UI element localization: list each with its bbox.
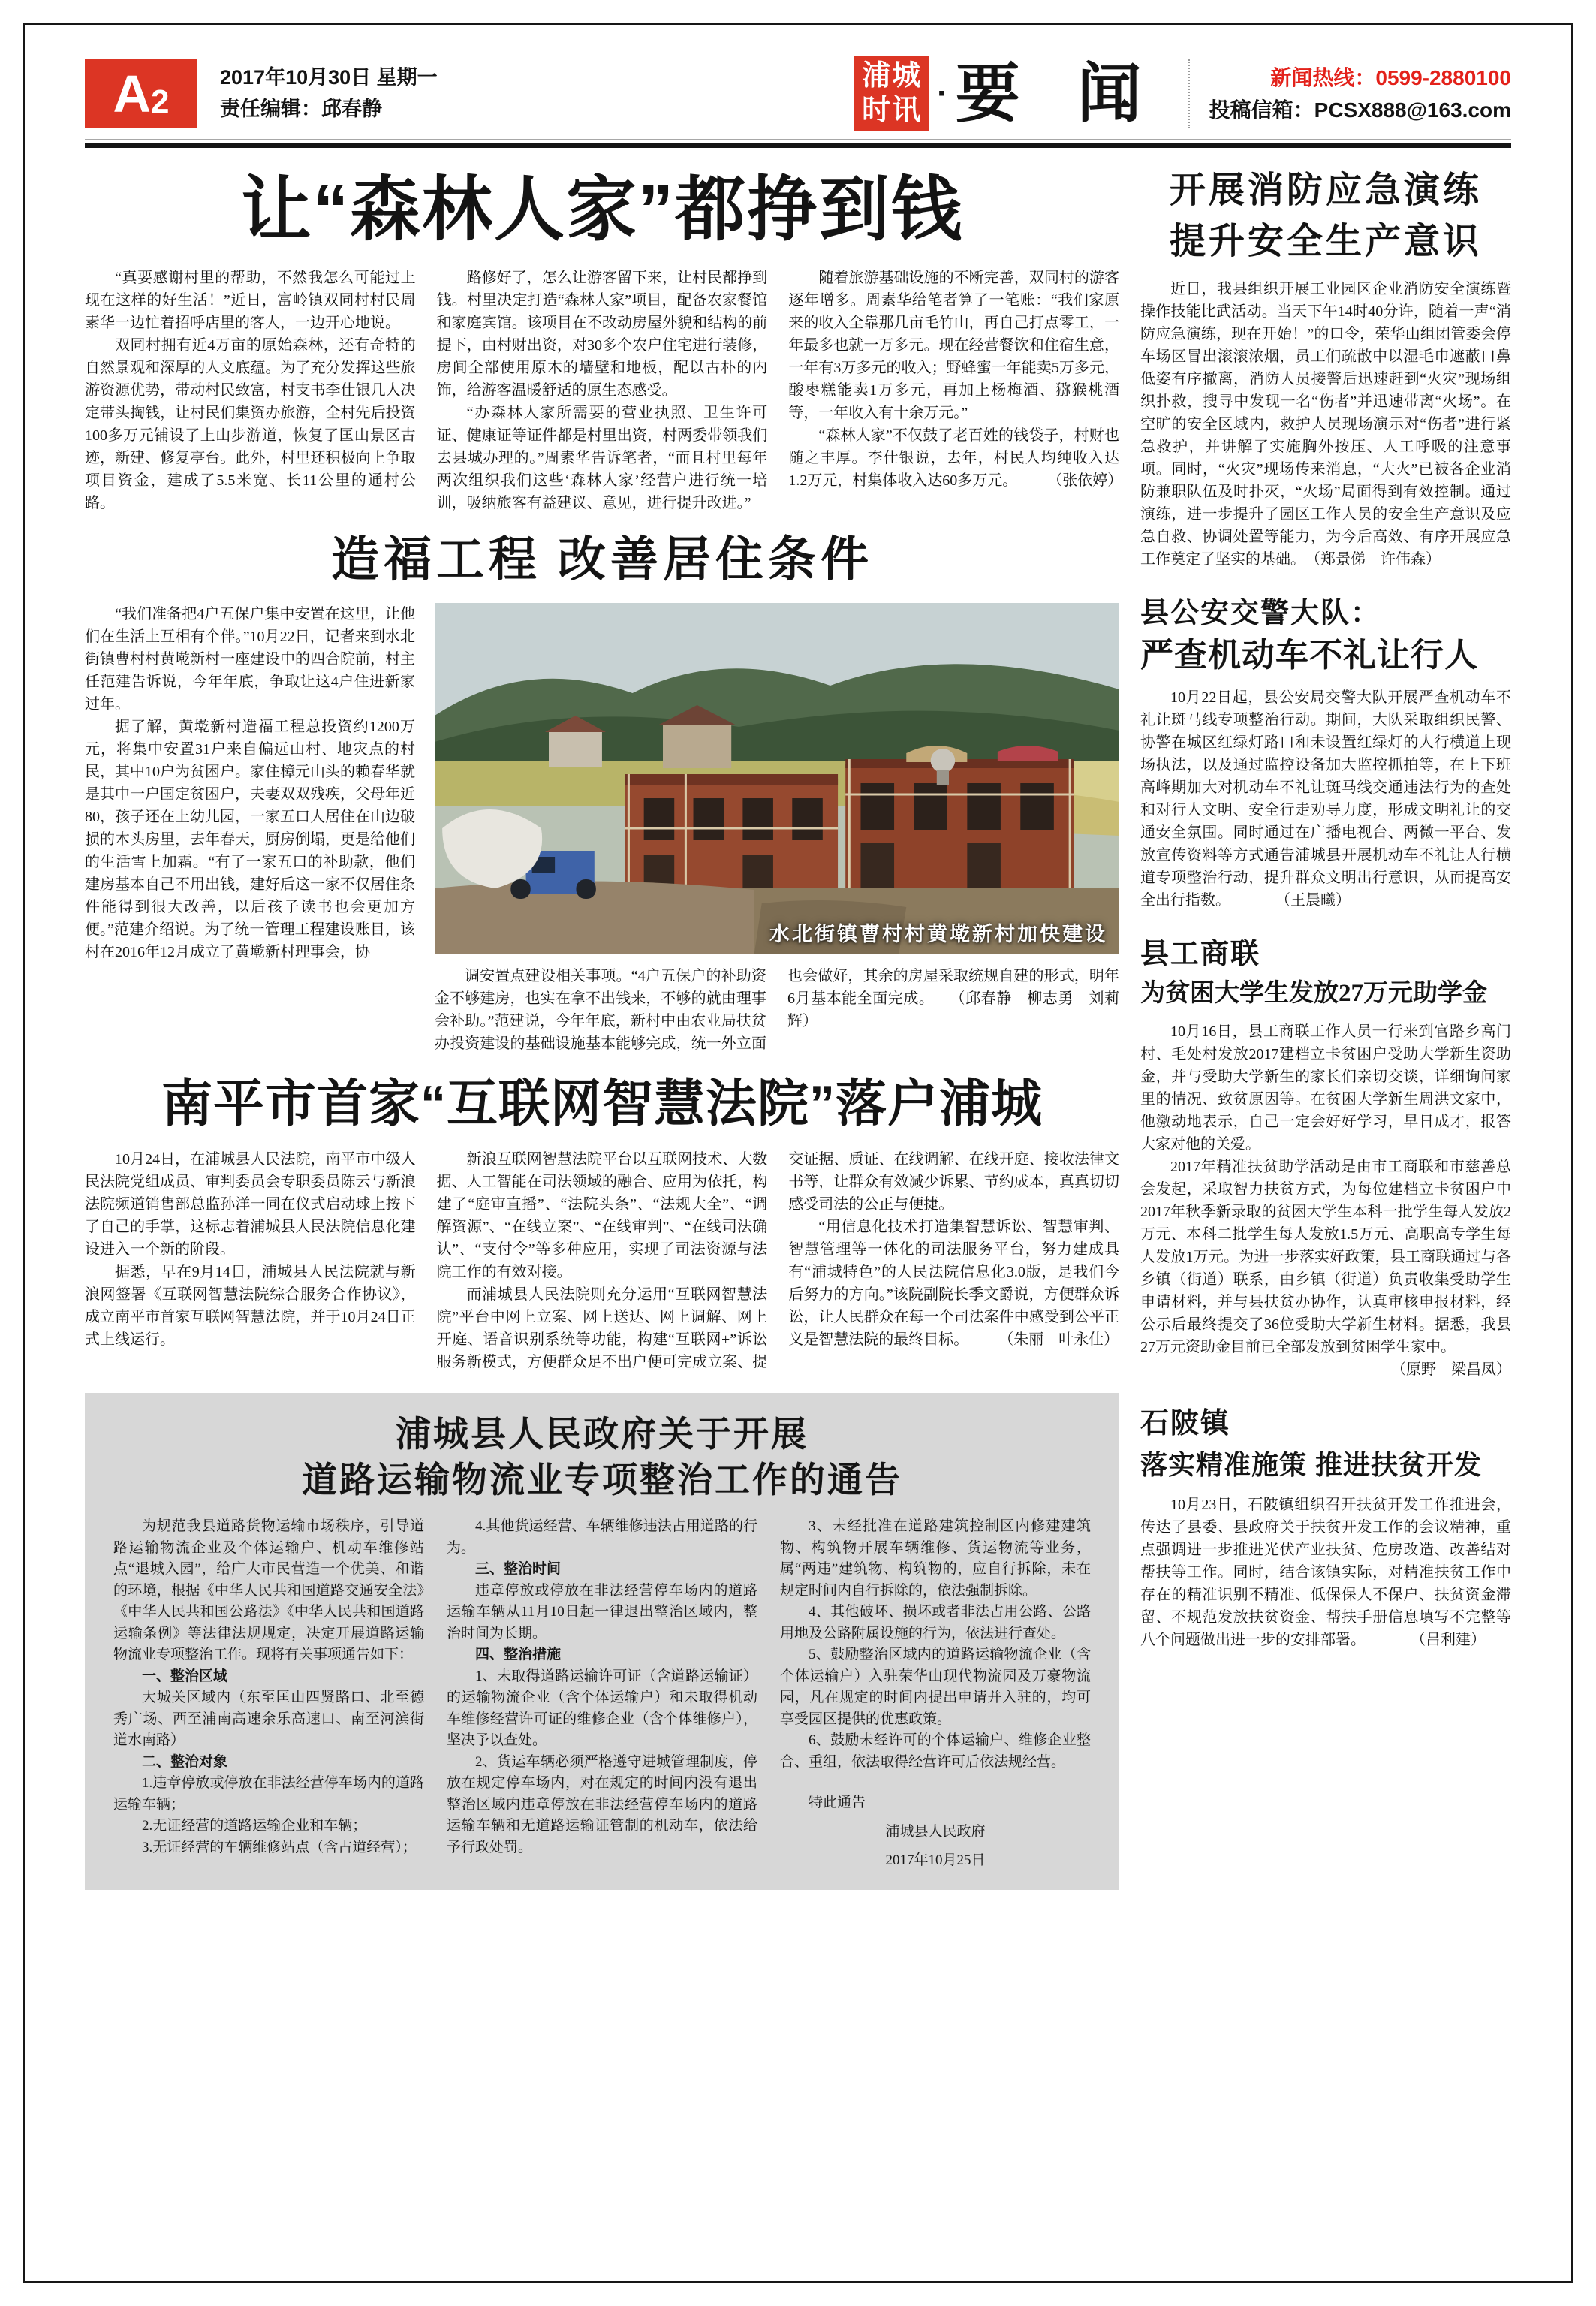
notice-paragraph: 4、其他破坏、损坏或者非法占用公路、公路用地及公路附属设施的行为，依法进行查处。 — [780, 1604, 1091, 1641]
edition-letter: A — [113, 65, 152, 123]
construction-photo — [435, 603, 1119, 954]
article-paragraph: 10月23日，石陂镇组织召开扶贫开发工作推进会，传达了县委、县政府关于扶贫开发工作的会议精神，重点强调进一步推进光伏产业扶贫、危房改造、改善结对帮扶等工作。同时，结合该镇实际，对精准扶贫工作中存在的精准识别不精准、低保保人不保户、扶贫资金滞留、不规范发放扶贫资金、帮扶手册信息填写不完整等八个问题做出进一步的安排部署。 （吕利建） — [1140, 1496, 1511, 1648]
article-paragraph: 近日，我县组织开展工业园区企业消防安全演练暨操作技能比武活动。当天下午14时40分许，随着一声“消防应急演练，现在开始！”的口令，荣华山组团管委会停车场区冒出滚滚浓烟，员工们疏散中以湿毛巾遮蔽口鼻低姿有序撤离，消防人员接警后迅速赶到“火灾”现场组织扑救，搜寻中发现一名“伤者”并迅速带离“火场”。在空旷的安全区域内，救护人员现场演示对“伤者”进行紧急救护，并讲解了实施胸外按压、人工呼吸的注意事项。同时，“火灾”现场传来消息，“大火”已被各企业消防兼职队伍及时扑灭，“火场”局面得到有效控制。通过演练，进一步提升了园区工作人员的安全生产意识及应急自救、协调处置等能力，为今后高效、有序开展应急工作奠定了坚实的基础。 （郑景俤 许伟森） — [1140, 280, 1511, 568]
page-header — [85, 55, 1511, 133]
photo-caption: 水北街镇曹村村黄墘新村加快建设 — [769, 922, 1107, 945]
article-paragraph: 据了解，黄墘新村造福工程总投资约1200万元，将集中安置31户来自偏远山村、地灾点的村民，其中10户为贫困户。家住樟元山头的赖春华就是其中一户国定贫困户，夫妻双双残疾，父母年近80，孩子还在上幼儿园，一家五口人居住在山边破损的木头房里，去年春天，厨房倒塌，更是给他们的生活雪上加霜。“有了一家五口的补助款，他们建房基本自己不用出钱，建好后这一家不仅居住条件能得到很大改善，以后孩子读书也会更加方便。”范建介绍说。为了统一管理工程建设账目，该村在2016年12月成立了黄墘新村理事会，协 — [85, 718, 415, 960]
article-paragraph: 而浦城县人民法院则充分运用“互联网智慧法院”平台中网上立案、网上送达、网上调解、网上开庭、语音识别系统等功能，构建“互联网+”诉讼服务新模式，方便群众足不出户便可完成立案、提交证据、质证、在线调解、在线开庭、接收法律文书等，让群众有效减少诉累、节约成本，真真切切感受司法的公正与便捷。 — [436, 1150, 1119, 1370]
article-paragraph: “真要感谢村里的帮助，不然我怎么可能过上现在这样的好生活！”近日，富岭镇双同村村民周素华一边忙着招呼店里的客人，一边开心地说。 — [85, 270, 416, 332]
notice-paragraph: 2017年10月25日 — [885, 1852, 986, 1869]
notice-paragraph: 6、鼓励未经许可的个体运输户、维修企业整合、重组，依法取得经营许可后依法规经营。 — [780, 1732, 1091, 1770]
article-paragraph: 新浪互联网智慧法院平台以互联网技术、大数据、人工智能在司法领域的融合、应用为依托，构建了“庭审直播”、“法院头条”、“法规大全”、“调解资源”、“在线立案”、“在线审判”、“在线司法确认”、“支付令”等多种应用，实现了司法资源与法院工作的有效对接。 — [436, 1150, 768, 1280]
notice-title-line2: 道路运输物流业专项整治工作的通告 — [302, 1460, 902, 1500]
notice-paragraph: 为规范我县道路货物运输市场秩序，引导道路运输物流企业及个体运输户、机动车维修站点“退城入园”，给广大市民营造一个优美、和谐的环境，根据《中华人民共和国道路交通安全法》《中华人民共和国公路法》《中华人民共和国道路运输条例》等法律法规规定，决定开展道路运输物流业专项整治工作。现将有关事项通告如下： — [113, 1518, 424, 1663]
main-articles-column — [85, 164, 1123, 1890]
submission-mailbox: 投稿信箱：PCSX888@163.com — [1209, 98, 1511, 122]
notice-paragraph: 2.无证经营的道路运输企业和车辆； — [142, 1818, 367, 1834]
notice-paragraph: 2、货运车辆必须严格遵守进城管理制度，停放在规定停车场内，对在规定的时间内没有退出整治区域内违章停放在非法经营停车场内的道路运输车辆和无道路运输证管制的机动车，依法给予行政处罚。 — [447, 1753, 757, 1855]
notice-paragraph: 违章停放或停放在非法经营停车场内的道路运输车辆从11月10日起一律退出整治区域内，整治时间为长期。 — [447, 1582, 757, 1641]
article-paragraph: 据悉，早在9月14日，浦城县人民法院就与新浪网签署《互联网智慧法院综合服务合作协议》，成立南平市首家互联网智慧法院，并于10月24日正式上线运行。 — [85, 1263, 416, 1348]
traffic-title: 严查机动车不礼让行人 — [1140, 637, 1478, 674]
masthead-logo — [854, 56, 929, 131]
header-rule-thick — [85, 143, 1511, 148]
notice-paragraph: 4.其他货运经营、车辆维修违法占用道路的行为。 — [447, 1518, 757, 1556]
article-fire-drill — [1140, 167, 1511, 571]
article-paragraph: 路修好了，怎么让游客留下来，让村民都挣到钱。村里决定打造“森林人家”项目，配备农家餐馆和家庭宾馆。该项目在不改动房屋外貌和结构的前提下，由村财出资，对30多个农户住宅进行装修，房间全部使用原木的墙壁和地板，配以古朴的内饰，给游客温暖舒适的原生态感受。 — [436, 270, 768, 399]
article-court-body — [85, 1148, 1119, 1373]
edition-number: 2 — [151, 83, 170, 120]
article-housing — [85, 532, 1119, 1055]
masthead-line2: 时讯 — [862, 95, 923, 126]
construction-photo-art — [435, 603, 1119, 954]
page-content — [25, 25, 1571, 2281]
article-housing-layout — [85, 603, 1119, 1055]
article-housing-lead — [85, 603, 415, 1055]
article-paragraph: 随着旅游基础设施的不断完善，双同村的游客逐年增多。周素华给笔者算了一笔账：“我们家原来的收入全靠那几亩毛竹山，再自己打点零工，一年最多也就一万多元。现在经营餐饮和住宿生意，一年有3万多元的收入；野蜂蜜一年能卖5万多元，酸枣糕能卖1万多元，再加上杨梅酒、猕猴桃酒等，一年收入有十余万元。” — [788, 270, 1119, 422]
article-court-headline: 南平市首家“互联网智慧法院”落户浦城 — [161, 1075, 1043, 1132]
main-grid — [85, 164, 1511, 1890]
notice-paragraph: 3.无证经营的车辆维修站点（含占道经营）； — [142, 1839, 417, 1855]
edition-badge — [85, 59, 197, 128]
article-scholarship — [1140, 937, 1511, 1380]
traffic-body — [1140, 686, 1511, 912]
header-rule-thin — [85, 139, 1511, 140]
notice-paragraph: 四、整治措施 — [475, 1647, 562, 1663]
notice-title-line1: 浦城县人民政府关于开展 — [396, 1415, 809, 1454]
article-paragraph: “用信息化技术打造集智慧诉讼、智慧审判、智慧管理等一体化的司法服务平台，努力建成具有“浦城特色”的人民法院信息化3.0版，是我们今后努力的方向。”该院副院长季文爵说，方便群众诉讼，让人民群众在每一个司法案件中感受到公平正义是智慧法院的最终目标。 （朱丽 叶永仕） — [788, 1218, 1119, 1348]
date-line: 2017年10月30日 星期一 — [220, 66, 438, 89]
notice-paragraph: 1.违章停放或停放在非法经营停车场内的道路运输车辆； — [113, 1775, 424, 1813]
article-paragraph: “办森林人家所需要的营业执照、卫生许可证、健康证等证件都是村里出资，村两委带领我们去县城办理的。”周素华告诉笔者，“而且村里每年两次组织我们这些‘森林人家’经营户进行统一培训，吸纳旅客有益建议、意见，进行提升改进。” — [436, 405, 768, 512]
traffic-kicker: 县公安交警大队： — [1140, 597, 1381, 629]
date-editor-block — [220, 62, 438, 125]
article-forest-headline: 让“森林人家”都挣到钱 — [240, 170, 963, 249]
news-hotline: 新闻热线：0599-2880100 — [1270, 65, 1511, 89]
notice-paragraph: 浦城县人民政府 — [885, 1823, 986, 1840]
article-paragraph: 10月16日，县工商联工作人员一行来到官路乡高门村、毛处村发放2017建档立卡贫困户受助大学新生资助金，并与受助大学新生的家长们亲切交谈，详细询问家里的情况、致贫原因等。在贫困大学新生周洪文家中，他激动地表示，自己一定会好好学习，早日成才，报答大家对他的关爱。 — [1140, 1023, 1511, 1153]
article-housing-rest — [435, 965, 1119, 1055]
shibei-body — [1140, 1494, 1511, 1651]
section-title: 要 闻 — [955, 58, 1161, 130]
scholarship-kicker: 县工商联 — [1140, 939, 1261, 971]
shibei-title: 落实精准施策 推进扶贫开发 — [1140, 1449, 1483, 1481]
article-paragraph: “森林人家”不仅鼓了老百姓的钱袋子，村财也随之丰厚。李仕银说，去年，村民人均纯收入达1.2万元，村集体收入达60多万元。 （张依婷） — [788, 427, 1123, 490]
article-traffic — [1140, 596, 1511, 912]
notice-paragraph: 1、未取得道路运输许可证（含道路运输证）的运输物流企业（含个体运输户）和未取得机动车维修经营许可证的维修企业（含个体维修户），坚决予以查处。 — [447, 1668, 757, 1749]
masthead-line1: 浦城 — [862, 60, 923, 92]
article-paragraph: “我们准备把4户五保户集中安置在这里，让他们在生活上互相有个伴。”10月22日，记者来到水北街镇曹村村黄墘新村一座建设中的四合院前，村主任范建告诉说，今年年底，争取让这4户住进新家过年。 — [85, 605, 415, 713]
article-shibei — [1140, 1406, 1511, 1651]
fire-drill-title-line2: 提升安全生产意识 — [1169, 222, 1482, 262]
notice-paragraph: 5、鼓励整治区域内的道路运输物流企业（含个体运输户）入驻荣华山现代物流园及万豪物流园，凡在规定的时间内提出申请并入驻的，均可享受园区提供的优惠政策。 — [780, 1647, 1091, 1727]
notice-paragraph: 一、整治区域 — [142, 1668, 228, 1684]
article-paragraph: 调安置点建设相关事项。“4户五保户的补助资金不够建房，也实在拿不出钱来，不够的就由理事会补助。”范建说，今年年底，新村中由农业局扶贫办投资建设的基础设施基本能够完成，统一外立面也会做好，其余的房屋采取统规自建的形式，明年6月基本能全面完成。 （邱春静 柳志勇 刘莉辉） — [435, 967, 1119, 1052]
article-forest-body — [85, 267, 1123, 514]
editor-line: 责任编辑：邱春静 — [220, 98, 382, 120]
government-notice-box — [85, 1393, 1119, 1890]
notice-paragraph: 三、整治时间 — [475, 1561, 562, 1578]
scholarship-body — [1140, 1020, 1511, 1358]
article-housing-photo-block — [435, 603, 1119, 1055]
shibei-kicker: 石陂镇 — [1140, 1407, 1231, 1439]
notice-paragraph: 3、未经批准在道路建筑控制区内修建建筑物、构筑物开展车辆维修、货运物流等业务，属“两违”建筑物、构筑物的，应自行拆除，未在规定时间内自行拆除的，依法强制拆除。 — [780, 1518, 1091, 1599]
notice-body — [113, 1516, 1091, 1872]
separator-dot: · — [937, 75, 948, 112]
contact-block — [1188, 59, 1511, 128]
scholarship-byline: （原野 梁昌凤） — [1391, 1361, 1511, 1378]
notice-paragraph: 特此通告 — [809, 1795, 866, 1811]
scholarship-title: 为贫困大学生发放27万元助学金 — [1140, 979, 1487, 1007]
notice-paragraph: 二、整治对象 — [142, 1753, 228, 1770]
article-paragraph: 10月24日，在浦城县人民法院，南平市中级人民法院党组成员、审判委员会专职委员陈云与新浪法院频道销售部总监孙洋一同在仪式启动球上按下了自己的手掌，这标志着浦城县人民法院信息化建设进入一个新的阶段。 — [85, 1150, 416, 1258]
fire-drill-body — [1140, 278, 1511, 571]
article-court — [85, 1075, 1119, 1373]
article-paragraph: 10月22日起，县公安局交警大队开展严查机动车不礼让斑马线专项整治行动。期间，大队采取组织民警、协警在城区红绿灯路口和未设置红绿灯的人行横道上现场执法，以及通过监控设备加大监控抓拍等，在上下班高峰期加大对机动车不礼让斑马线交通违法行为的查处和对行人文明、安全行走劝导力度，形成文明礼让的交通安全氛围。同时通过在广播电视台、两微一平台、发放宣传资料等方式通告浦城县开展机动车不礼让人行横道专项整治行动，提升群众文明出行意识，从而提高安全出行指数。 （王晨曦） — [1140, 689, 1511, 909]
fire-drill-title-line1: 开展消防应急演练 — [1169, 170, 1482, 210]
article-paragraph: 2017年精准扶贫助学活动是由市工商联和市慈善总会发起，采取智力扶贫方式，为每位建档立卡贫困户中2017年秋季新录取的贫困大学生本科一批学生每人发放2万元、本科二批学生每人发放1.5万元、高职高专学生每人发放1万元。为进一步落实好政策，县工商联通过与各乡镇（街道）联系，由乡镇（街道）负责收集受助学生申请材料，并与县扶贫办协作，认真审核申报材料，经公示后最终提交了36位受助大学新生材料。据悉，我县27万元资助金目前已全部发放到贫困学生家中。 — [1140, 1158, 1511, 1355]
article-paragraph: 双同村拥有近4万亩的原始森林，还有奇特的自然景观和深厚的人文底蕴。为了充分发挥这些旅游资源优势，带动村民致富，村支书李仕银几人决定带头掏钱，让村民们集资办旅游，全村先后投资100多万元铺设了上山步游道，恢复了匡山景区古迹，新建、修复亭台。此外，村里还积极向上争取项目资金，建成了5.5米宽、长11公里的通村公路。 — [85, 337, 416, 512]
sidebar-column — [1140, 164, 1511, 1890]
notice-paragraph: 大城关区域内（东至匡山四贤路口、北至德秀广场、西至浦南高速余乐高速口、南至河滨街道水南路） — [113, 1690, 424, 1749]
article-forest — [85, 169, 1123, 514]
article-housing-headline: 造福工程 改善居住条件 — [331, 533, 873, 587]
